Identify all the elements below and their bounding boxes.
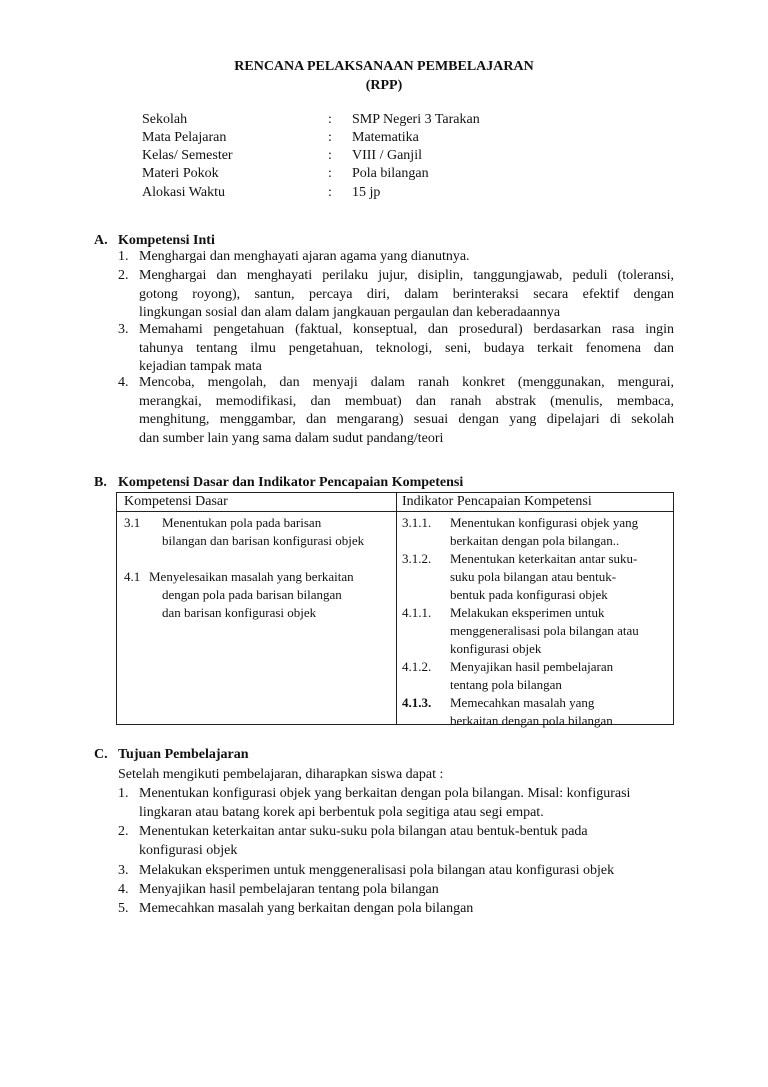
- kd-line: Menentukan pola pada barisan: [162, 515, 322, 530]
- list-item-line: lingkungan sosial dan alam dalam jangkauan pergaulan dan keberadaannya: [139, 305, 561, 320]
- info-colon: :: [328, 148, 332, 163]
- list-item: [139, 321, 674, 377]
- list-number: 4.: [118, 882, 129, 897]
- list-item-line: Memecahkan masalah yang berkaitan dengan pola bilangan: [139, 901, 474, 916]
- kd-line: dan barisan konfigurasi objek: [162, 605, 317, 620]
- kd-line: dengan pola pada barisan bilangan: [162, 587, 342, 602]
- section-heading: Kompetensi Inti: [118, 233, 215, 248]
- list-item-line: Melakukan eksperimen untuk menggeneralisasi pola bilangan atau konfigurasi objek: [139, 863, 615, 878]
- competency-table: [116, 492, 674, 728]
- list-item: [139, 881, 674, 900]
- info-label: Kelas/ Semester: [142, 148, 233, 163]
- list-item-line: tahunya tentang ilmu pengetahuan, teknologi, seni, budaya terkait fenomena dan: [139, 340, 674, 356]
- list-item: [139, 823, 674, 860]
- list-item: [139, 862, 674, 881]
- info-label: Sekolah: [142, 112, 188, 127]
- list-item-line: lingkaran atau batang korek api berbentuk pola segitiga atau segi empat.: [139, 804, 544, 820]
- indicator-line: konfigurasi objek: [450, 641, 542, 656]
- list-item-line: Menghargai dan menghayati ajaran agama yang dianutnya.: [139, 249, 470, 264]
- indicator-number: 3.1.2.: [402, 551, 432, 566]
- info-label: Materi Pokok: [142, 166, 219, 181]
- list-item-line: merangkai, memodifikasi, dan membuat) dan ranah abstrak (menulis, membaca,: [139, 393, 674, 409]
- info-value: SMP Negeri 3 Tarakan: [352, 112, 480, 127]
- table-header: Kompetensi Dasar: [124, 494, 228, 509]
- indicator-line: berkaitan dengan pola bilangan: [450, 713, 613, 728]
- list-item-line: dan sumber lain yang sama dalam sudut pandang/teori: [139, 430, 444, 446]
- list-item-line: Memahami pengetahuan (faktual, konseptual, dan prosedural) berdasarkan rasa ingin: [139, 322, 674, 337]
- list-number: 1.: [118, 249, 129, 264]
- indicator-line: Menyajikan hasil pembelajaran: [450, 659, 614, 674]
- info-value: Pola bilangan: [352, 166, 429, 181]
- list-number: 3.: [118, 863, 129, 878]
- table-divider: [396, 493, 397, 724]
- info-label: Mata Pelajaran: [142, 130, 227, 145]
- kd-number: 3.1: [124, 515, 141, 530]
- kd-number: 4.1: [124, 569, 141, 584]
- list-item: [139, 900, 674, 919]
- list-item: [139, 267, 674, 323]
- list-item-line: Menghargai dan menghayati perilaku jujur, disiplin, tanggungjawab, peduli (toleransi,: [139, 268, 674, 283]
- section-letter: A.: [94, 233, 108, 248]
- list-item-line: gotong royong), santun, percaya diri, dalam berinteraksi secara efektif dengan: [139, 286, 674, 302]
- indicator-line: suku pola bilangan atau bentuk-: [450, 569, 617, 584]
- info-colon: :: [328, 112, 332, 127]
- info-colon: :: [328, 185, 332, 200]
- section-letter: B.: [94, 475, 107, 490]
- list-item-line: Mencoba, mengolah, dan menyaji dalam ranah konkret (menggunakan, mengurai,: [139, 375, 674, 390]
- list-number: 5.: [118, 901, 129, 916]
- list-item-line: Menentukan keterkaitan antar suku-suku pola bilangan atau bentuk-bentuk pada: [139, 824, 588, 839]
- indicator-number: 4.1.2.: [402, 659, 432, 674]
- list-item: [139, 374, 674, 448]
- section-intro: Setelah mengikuti pembelajaran, diharapkan siswa dapat :: [118, 767, 444, 782]
- info-colon: :: [328, 166, 332, 181]
- list-item-line: kejadian tampak mata: [139, 359, 262, 374]
- indicator-line: Menentukan konfigurasi objek yang: [450, 515, 639, 530]
- indicator-line: bentuk pada konfigurasi objek: [450, 587, 608, 602]
- list-number: 2.: [118, 824, 129, 839]
- indicator-line: tentang pola bilangan: [450, 677, 562, 692]
- indicator-line: menggeneralisasi pola bilangan atau: [450, 623, 639, 638]
- indicator-line: Melakukan eksperimen untuk: [450, 605, 605, 620]
- info-value: VIII / Ganjil: [352, 148, 422, 163]
- indicator-number: 4.1.3.: [402, 695, 432, 710]
- section-heading: Tujuan Pembelajaran: [118, 747, 249, 762]
- indicator-line: berkaitan dengan pola bilangan..: [450, 533, 620, 548]
- info-value: 15 jp: [352, 185, 381, 200]
- info-label: Alokasi Waktu: [142, 185, 225, 200]
- list-number: 2.: [118, 268, 129, 283]
- info-colon: :: [328, 130, 332, 145]
- list-item-line: konfigurasi objek: [139, 842, 238, 858]
- indicator-line: Menentukan keterkaitan antar suku-: [450, 551, 638, 566]
- list-number: 4.: [118, 375, 129, 390]
- section-letter: C.: [94, 747, 108, 762]
- list-number: 3.: [118, 322, 129, 337]
- list-item-line: Menyajikan hasil pembelajaran tentang pola bilangan: [139, 882, 439, 897]
- indicator-number: 4.1.1.: [402, 605, 432, 620]
- info-value: Matematika: [352, 130, 419, 145]
- kd-line: bilangan dan barisan konfigurasi objek: [162, 533, 365, 548]
- kd-line: Menyelesaikan masalah yang berkaitan: [149, 569, 354, 584]
- list-number: 1.: [118, 786, 129, 801]
- document-title: RENCANA PELAKSANAAN PEMBELAJARAN: [234, 59, 534, 74]
- list-item-line: Menentukan konfigurasi objek yang berkaitan dengan pola bilangan. Misal: konfigurasi: [139, 786, 631, 801]
- list-item-line: menghitung, menggambar, dan mengarang) sesuai dengan yang dipelajari di sekolah: [139, 412, 674, 427]
- table-header: Indikator Pencapaian Kompetensi: [402, 494, 592, 509]
- list-item: [139, 785, 674, 822]
- list-item: [139, 248, 674, 267]
- indicator-line: Memecahkan masalah yang: [450, 695, 595, 710]
- document-subtitle: (RPP): [365, 78, 403, 93]
- section-heading: Kompetensi Dasar dan Indikator Pencapaian Kompetensi: [118, 475, 464, 490]
- indicator-number: 3.1.1.: [402, 515, 432, 530]
